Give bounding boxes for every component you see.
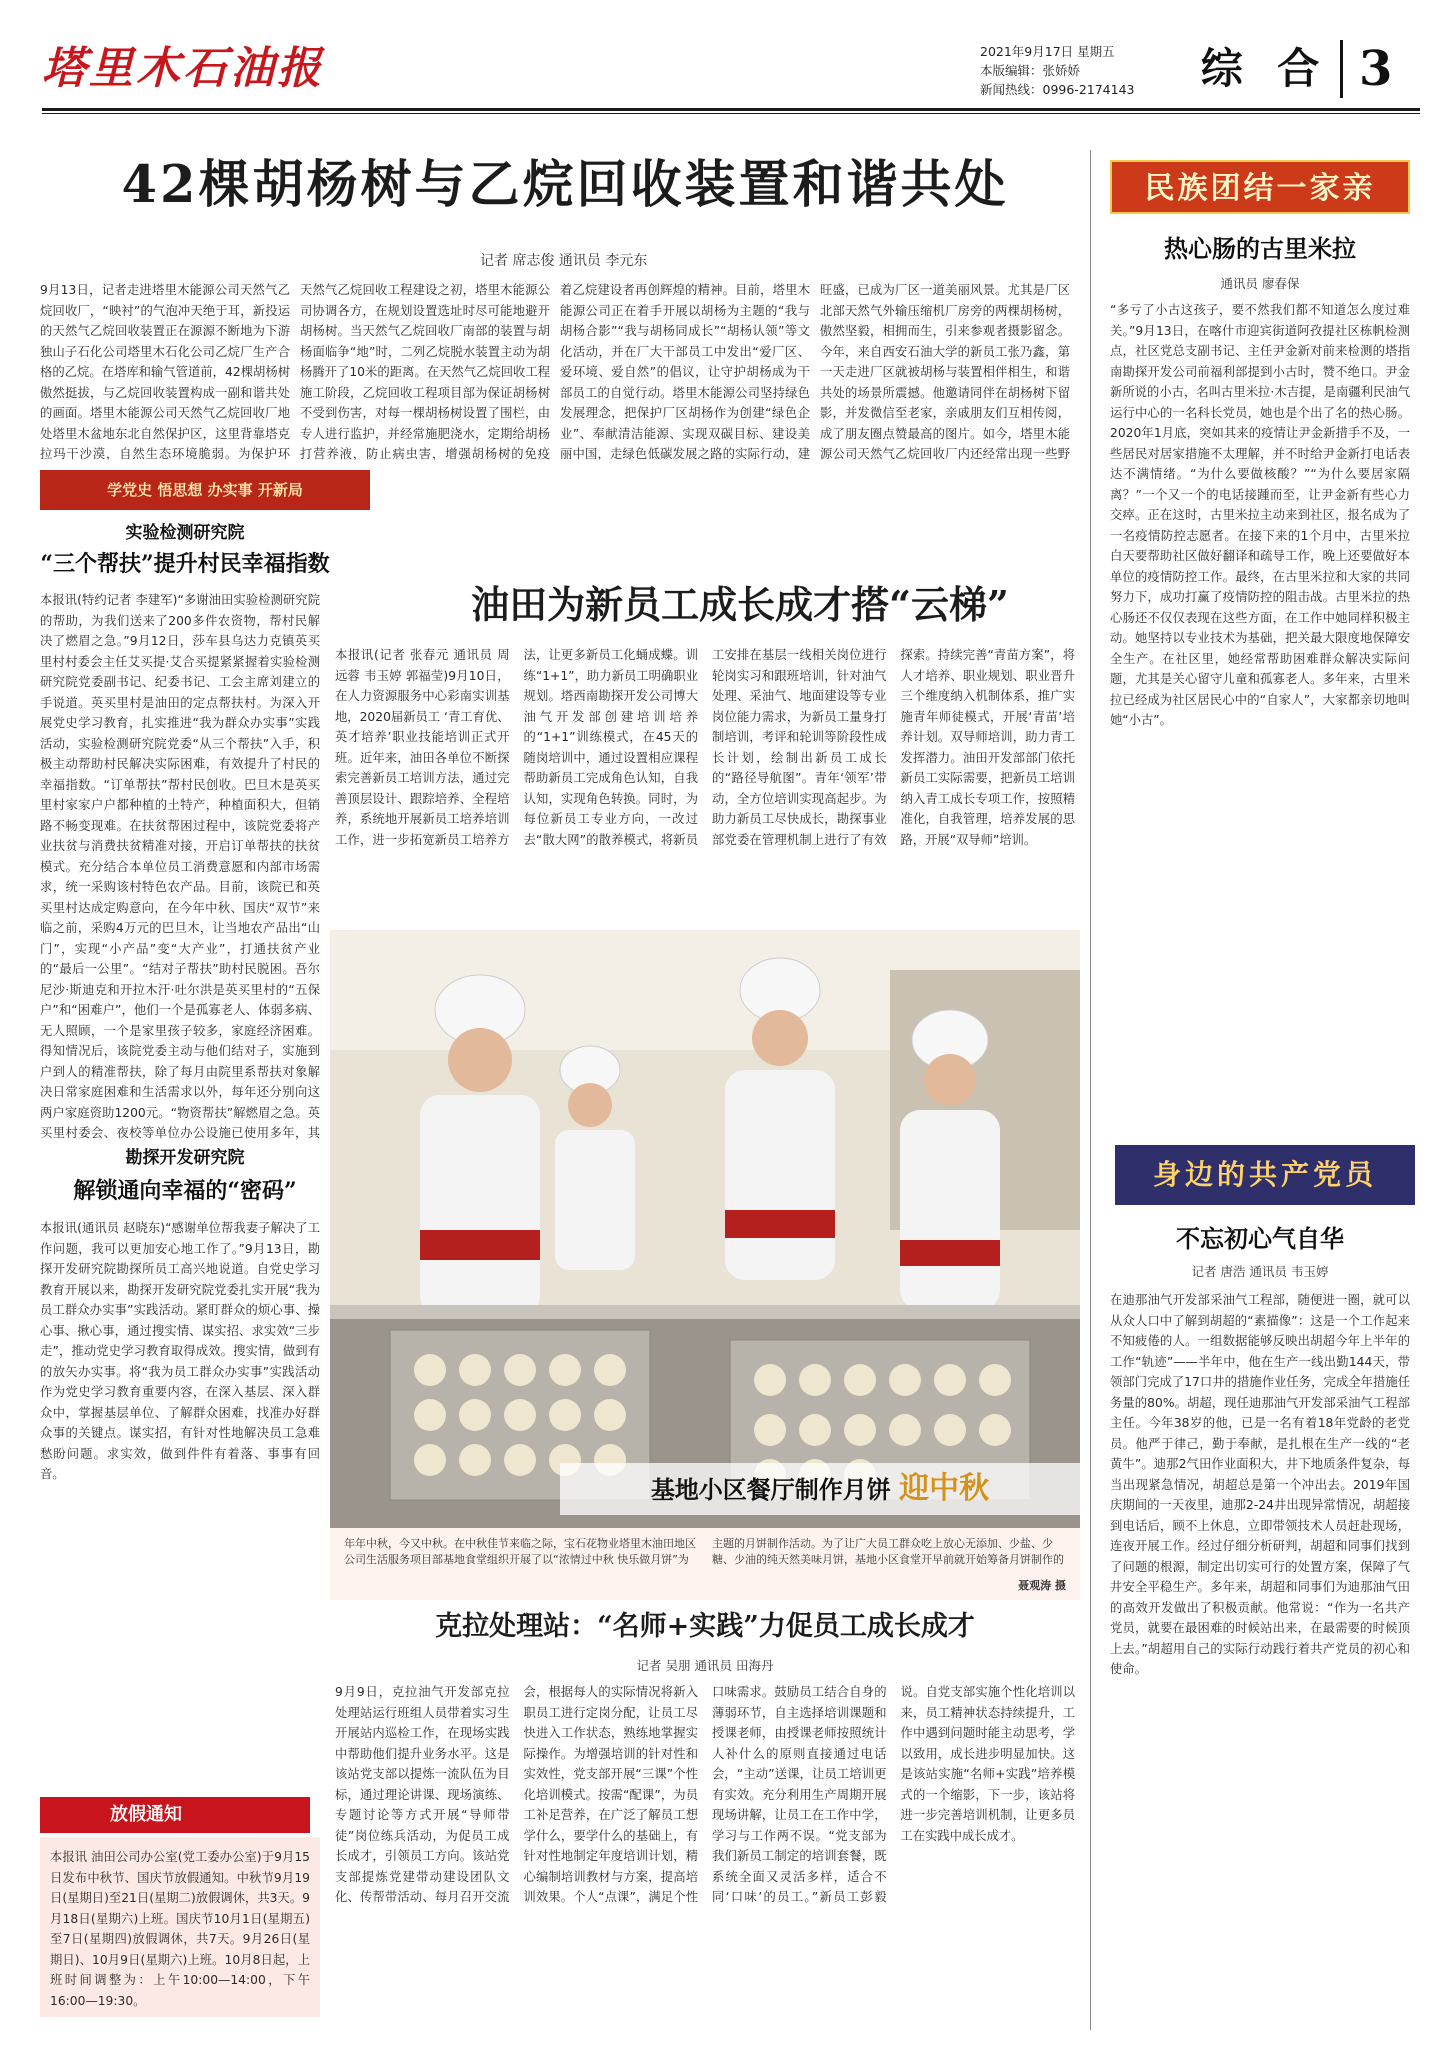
- editor-line: 本版编辑：张娇娇: [980, 63, 1081, 78]
- right-author2: 记者 唐浩 通讯员 韦玉婷: [1191, 1264, 1329, 1279]
- ethnic-unity-banner: 民族团结一家亲: [1110, 160, 1410, 214]
- right-title1: 热心肠的古里米拉: [1164, 234, 1356, 263]
- holiday-notice-header: 放假通知: [40, 1797, 310, 1833]
- right-article2: 在迪那油气开发部采油气工程部，随便进一圈，就可以从众人口中了解到胡超的“素描像”：这是一个工作起来不知疲倦的人。一组数据能够反映出胡超今年上半年的工作“轨迹”——半年中，他在生产一线出勤144天，带领部门完成了17口井的措施作业任务，完成全年措施任务量的80%。胡超，现任迪那油气开发部采油气工程部主任。今年38岁的他，已是一名有着18年党龄的老党员。他严于律己，勤于奉献，是扎根在生产一线的“老黄牛”。迪那2气田作业面积大，井下地质条件复杂，每当出现紧急情况，胡超总是第一个冲出去。2019年国庆期间的一天夜里，迪那2-24井出现异常情况，胡超接到电话后，顾不上休息，立即带领技术人员赶赴现场，连夜开展工作。经过仔细分析研判，胡超和同事们找到了问题的根源，制定出切实可行的处置方案，保障了气井安全平稳生产。多年来，胡超和同事们为迪那油气田的高效开发做出了积极贡献。他常说：“作为一名共产党员，就要在最困难的时候站出来，在最需要的时候顶上去。”胡超用自己的实际行动践行着共产党员的初心和使命。: [1110, 1293, 1410, 1676]
- date-line: 2021年9月17日 星期五: [980, 44, 1115, 59]
- party-history-banner: 学党史 悟思想 办实事 开新局: [40, 470, 370, 510]
- bottom-byline: 记者 吴朋 通讯员 田海丹: [636, 1658, 774, 1673]
- column-divider: [1090, 150, 1091, 2030]
- photo-caption-desc: 年年中秋，今又中秋。在中秋佳节来临之际，宝石花物业塔里木油田地区公司生活服务项目部基地食堂组织开展了以“浓情过中秋 快乐做月饼”为主题的月饼制作活动。为了让广大员工群众吃上放心无添加、少盐、少糖、少油的纯天然美味月饼，基地小区食堂开早前就开始筹备月饼制作的: [344, 1537, 1064, 1566]
- hotline: 新闻热线：0996-2174143: [980, 82, 1135, 97]
- photo-caption-accent: 迎中秋: [899, 1471, 990, 1506]
- date-info: [980, 42, 1220, 99]
- main-article-col1: 9月13日，记者走进塔里木能源公司天然气乙烷回收厂，“映衬”的气泡冲天绝于耳，新投运的天然气乙烷回收装置正在源源不断地为下游独山子石化公司塔里木石化公司乙烷厂生产合格的乙烷。在塔库和输气管道前，42棵胡杨树傲然挺拔，与乙烷回收装置构成一副和谐共处的画面。塔里木能源公司天然气乙烷回收厂地处塔里木盆地东北自然保护区，这里背靠塔克拉玛干沙漠，自然生态环境脆弱。为保护环: [40, 283, 290, 460]
- photo-caption-title: [560, 1463, 1080, 1515]
- right-title2: 不忘初心气自华: [1176, 1224, 1344, 1253]
- right-author1: 通讯员 廖春保: [1220, 276, 1300, 291]
- photo-caption-main: 基地小区餐厅制作月饼: [650, 1475, 891, 1504]
- main-headline: 42棵胡杨树与乙烷回收装置和谐共处: [121, 155, 1009, 215]
- photo-credit: 聂观涛 摄: [1018, 1579, 1066, 1592]
- main-article-col3: 着乙烷建设者再创辉煌的精神。目前，塔里木能源公司正在着手开展以胡杨为主题的“我与胡杨合影”“我与胡杨同成长”“胡杨认领”等文化活动，并在厂大干部员工中发出“爱厂区、爱环境、爱自然”的倡议，让守护胡杨成为干部员工的自觉行动。塔里木能源公司坚持绿色发展理念，把保护厂区胡杨作为创建“绿色企业”、奉献清洁能源、实现双碳目标、建设美丽中国，走绿色低碳发展之路的实际行动，建: [560, 283, 810, 460]
- kf-pre-title: 勘探开发研究院: [125, 1148, 245, 1168]
- kitchen-scene: [330, 930, 1080, 1530]
- header-rule: [42, 108, 1420, 111]
- main-article-col4: 旺盛，已成为厂区一道美丽风景。尤其是厂区北部天然气外输压缩机厂房旁的两棵胡杨树，傲然坚毅，相拥而生，引来参观者摄影留念。今年，来自西安石油大学的新员工张乃鑫，第一天走进厂区就被胡杨与装置相伴相生，和谐共处的场景所震撼。他邀请同伴在胡杨树下留影，并发微信至老家，亲戚朋友们互相传阅，成了朋友圈点赞最高的图片。如今，塔里木能源公司天然气乙烷回收厂内还经常出现一些野: [820, 283, 1070, 460]
- holiday-notice-text: 本报讯 油田公司办公室(党工委办公室)于9月15日发布中秋节、国庆节放假通知。中秋节9月19日(星期日)至21日(星期二)放假调休，共3天。9月18日(星期六)上班。国庆节10月1日(星期五)至7日(星期四)放假调休，共7天。9月26日(星期日)、10月9日(星期六)上班。10月8日起，上班时间调整为：上午10:00—14:00，下午16:00—19:30。: [50, 1850, 310, 2007]
- mid-article: 本报讯(记者 张春元 通讯员 周远蓉 韦玉婷 郭福莹)9月10日，在人力资源服务中心彩南实训基地，2020届新员工 ‘青工育优、英才培养’职业技能培训正式开班。近年来，油田各单位不断探索完善新员工培训方法，通过完善顶层设计、跟踪培养、全程培养，系统地开展新员工培养培训工作，进一步拓宽新员工培养方法，让更多新员工化蛹成蝶。训练“1+1”，助力新员工明确职业规划。塔西南勘探开发公司博大油气开发部创建培训培养的“1+1”训练模式，在45天的随岗培训中，通过设置相应课程帮助新员工完成角色认知，自我认知，实现角色转换。同时，为每位新员工专业方向，一改过去“散大网”的散养模式，将新员工安排在基层一线相关岗位进行轮岗实习和跟班培训，针对油气处理、采油气、地面建设等专业岗位能力需求，为新员工量身打制培训，考评和轮训等阶段性成长计划，绘制出新员工成长的“路径导航图”。青年‘领军’带动，全方位培训实现高起步。为助力新员工尽快成长，勘探事业部党委在管理机制上进行了有效探索。持续完善“青苗方案”，将人才培养、职业规划、职业晋升三个维度纳入机制体系，推广实施青年师徒模式，开展‘青苗’培养计划。双导师培训，助力青工发挥潜力。油田开发部部门依托新员工实际需要，把新员工培训纳入青工成长专项工作，按照精准化，自我管理，培养发展的思路，开展“双导师”培训。: [335, 648, 1075, 847]
- main-article-col2: 天然气乙烷回收工程建设之初，塔里木能源公司协调各方，在规划设置选址时尽可能地避开胡杨树。当天然气乙烷回收厂南部的装置与胡杨面临争“地”时，二列乙烷脱水装置主动为胡杨腾开了10米的距离。在天然气乙烷回收工程施工阶段，乙烷回收工程项目部为保证胡杨树不受到伤害，对每一棵胡杨树设置了围栏，由专人进行监护，并经常施肥浇水，定期给胡杨打营养液，防止病虫害，增强胡杨树的免疫: [300, 283, 550, 460]
- right-article1: “多亏了小古这孩子，要不然我们都不知道怎么度过难关。”9月13日，在喀什市迎宾街道阿孜提社区栋帆检测点，社区党总支副书记、主任尹金新对前来检测的塔指南勘探开发公司前福利部提到小古时，赞不绝口。尹金新所说的小古，名叫古里米拉·木吉提，是南疆利民油气运行中心的一名科长党员，她也是个出了名的热心肠。2020年1月底，突如其来的疫情让尹金新措手不及，一些居民对居家措施不太理解，并不时给尹金新打电话表达不满情绪。“为什么要做核酸？”“为什么要居家隔离？”一个又一个的电话接踵而至，让尹金新有些心力交瘁。正在这时，古里米拉主动来到社区，报名成为了一名疫情防控志愿者。在接下来的1个月中，古里米拉白天要帮助社区做好翻译和疏导工作，晚上还要做好本单位的疫情防控工作。最终，在古里米拉和大家的共同努力下，成功打赢了疫情防控的阻击战。古里米拉的热心肠还不仅仅表现在这些方面，在工作中她同样积极主动。她坚持以专业技术为基础，把关最大限度地保障安全生产。在社区里，她经常帮助困难群众解决实际问题，尤其是关心留守儿童和孤寡老人。多年来，古里米拉已经成为社区居民心中的“自家人”，大家都亲切地叫她“小古”。: [1110, 303, 1410, 727]
- party-member-banner: 身边的共产党员: [1115, 1145, 1415, 1205]
- bottom-headline: 克拉处理站：“名师+实践”力促员工成长成才: [435, 1611, 975, 1642]
- lab-title: “三个帮扶”提升村民幸福指数: [40, 551, 330, 577]
- main-byline: 记者 席志俊 通讯员 李元东: [480, 253, 648, 269]
- lab-article: 本报讯(特约记者 李建军)“多谢油田实验检测研究院的帮助，为我们送来了200多件农资物，帮村民解决了燃眉之急。”9月12日，莎车县乌达力克镇英买里村村委会主任艾买提·艾合买提紧紧握着实验检测研究院党委副书记、纪委书记、工会主席刘建立的手说道。英买里村是油田的定点帮扶村。为深入开展党史学习教育，扎实推进“我为群众办实事”实践活动，实验检测研究院党委“从三个帮扶”入手，积极主动帮助村民解决实际困难，有效提升了村民的幸福指数。“订单帮扶”帮村民创收。巴旦木是英买里村家家户户都种植的土特产，种植面积大，但销路不畅变现难。在扶贫帮困过程中，该院党委将产业扶贫与消费扶贫精准对接，开启订单帮扶的扶贫模式。充分结合本单位员工消费意愿和内部市场需求，统一采购该村特色农产品。目前，该院已和英买里村达成定购意向，在今年中秋、国庆“双节”来临之前，采购4万元的巴旦木，让当地农产品出“山门”，实现“小产品”变“大产业”，打通扶贫产业的“最后一公里”。“结对子帮扶”助村民脱困。吾尔尼沙·斯迪克和开拉木汗·吐尔洪是英买里村的“五保户”和“困难户”，他们一个是孤寡老人、体弱多病、无人照顾，一个是家里孩子较多，家庭经济困难。得知情况后，该院党委主动与他们结对子，实施到户到人的精准帮扶，除了每月由院里系帮扶对象解决日常家庭困难和生活需求以外，每年还分别向这两户家庭资助1200元。“物资帮扶”解燃眉之急。英买里村委会、夜校等单位办公设施已使用多年，其: [40, 593, 320, 1140]
- mid-headline: 油田为新员工成长成才搭“云梯”: [471, 582, 1009, 627]
- lab-pre-title: 实验检测研究院: [125, 523, 245, 543]
- kf-article: 本报讯(通讯员 赵晓东)“感谢单位帮我妻子解决了工作问题，我可以更加安心地工作了。”9月13日，勘探开发研究院勘探所员工高兴地说道。自党史学习教育开展以来，勘探开发研究院党委扎实开展“我为员工群众办实事”实践活动。紧盯群众的烦心事、操心事、揪心事，通过搜实情、谋实招、求实效“三步走”，推动党史学习教育取得成效。搜实情，做到有的放矢办实事。将“我为员工群众办实事”实践活动作为党史学习教育重要内容，在深入基层、深入群众中，掌握基层单位、了解群众困难，找准办好群众事的关键点。谋实招，有针对性地解决员工急难愁盼问题。求实效，做到件件有着落、事事有回音。: [40, 1221, 320, 1481]
- header-rule-thin: [42, 113, 1420, 114]
- section-name: 综 合: [1200, 44, 1330, 93]
- photo-caption-box: [330, 1528, 1080, 1600]
- masthead: 塔里木石油报: [42, 43, 324, 94]
- bottom-article: 9月9日，克拉油气开发部克拉处理站运行班组人员带着实习生开展站内巡检工作，在现场实践中帮助他们提升业务水平。这是该站党支部以提炼一流队伍为目标，通过理论讲课、现场演练、专题讨论等方式开展“导师带徒”岗位练兵活动，为促员工成长成才，引领员工方向。该站党支部提炼党建带动建设团队文化、传帮带活动、每月召开交流会，根据每人的实际情况将新入职员工进行定岗分配，让员工尽快进入工作状态，熟练地掌握实际操作。为增强培训的针对性和实效性，党支部开展“三课”个性化培训模式。按需“配课”，为员工补足营养，在广泛了解员工想学什么，要学什么的基础上，有针对性地制定年度培训计划，精心编制培训教材与方案，提高培训效果。个人“点课”，满足个性口味需求。鼓励员工结合自身的薄弱环节，自主选择培训课题和授课老师，由授课老师按照统计人补什么的原则直接通过电话会，“主动”送课，让员工培训更有实效。充分利用生产周期开展现场讲解，让员工在工作中学，学习与工作两不误。“党支部为我们新员工制定的培训套餐，既系统全面又灵活多样，适合不同‘口味’的员工。”新员工彭毅说。自党支部实施个性化培训以来，员工精神状态持续提升，工作中遇到问题时能主动思考，学以致用，成长进步明显加快。这是该站实施“名师+实践”培养模式的一个缩影，下一步，该站将进一步完善培训机制，让更多员工在实践中成长成才。: [335, 1685, 1075, 1904]
- page-number: 3: [1340, 40, 1420, 98]
- kf-title: 解锁通向幸福的“密码”: [73, 1178, 297, 1204]
- holiday-notice-box: [40, 1837, 320, 2017]
